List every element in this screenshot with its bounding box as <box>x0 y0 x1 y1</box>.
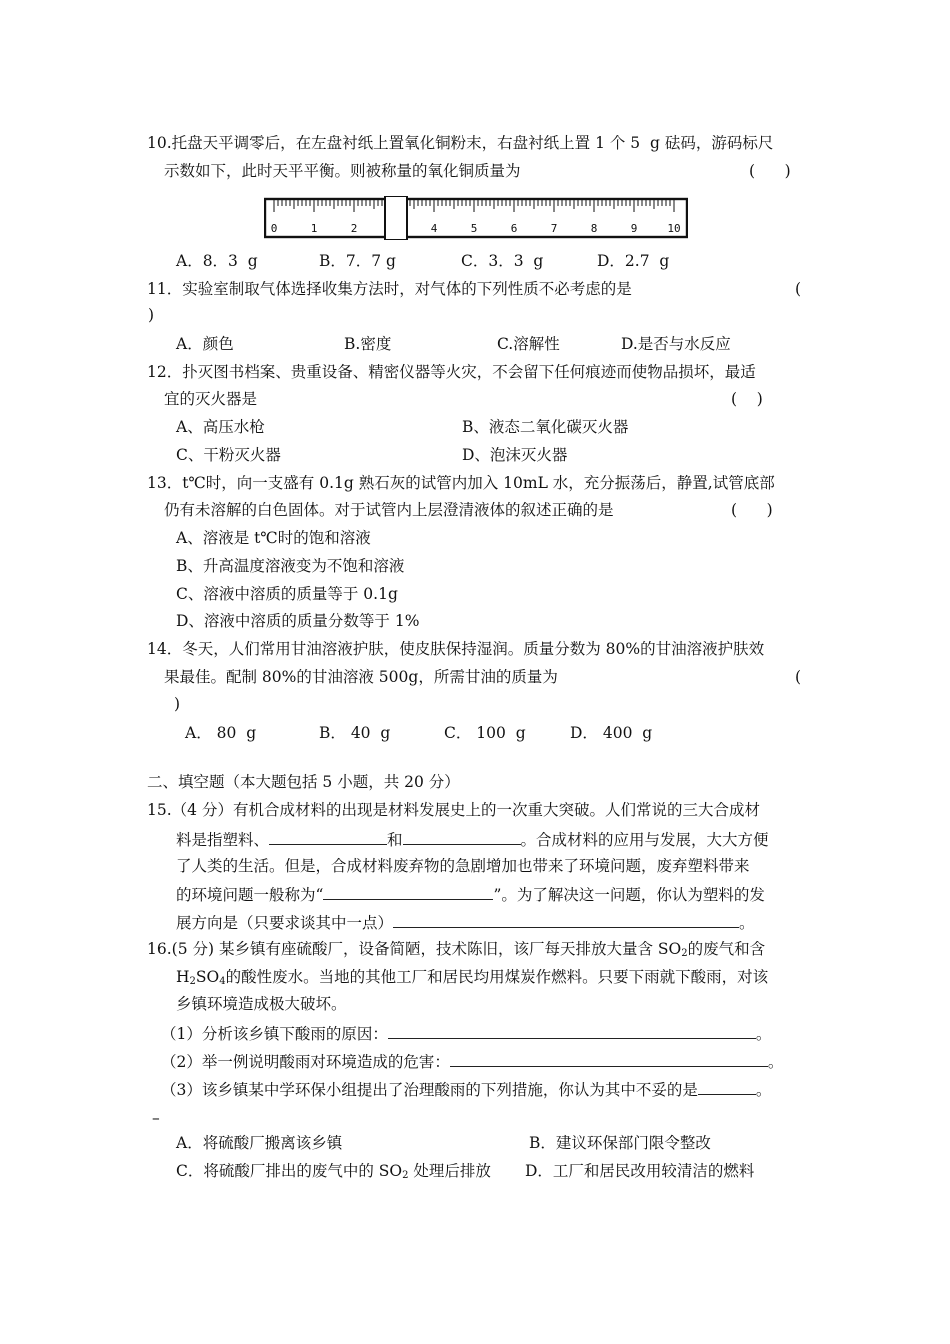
q12-line2: 宜的灭火器是 <box>164 390 258 408</box>
ruler-label: 0 <box>270 222 278 235</box>
q16-sub2: （2）举一例说明酸雨对环境造成的危害： 。 <box>161 1050 783 1072</box>
q14-line1: 14．冬天，人们常用甘油溶液护肤，使皮肤保持湿润。质量分数为 80%的甘油溶液护肤效 <box>147 640 765 658</box>
q11-bracket-open: ( <box>795 280 802 298</box>
ruler-label: 9 <box>630 222 638 235</box>
q12-bracket: ( ) <box>731 390 763 408</box>
q16-sub3: （3）该乡镇某中学环保小组提出了治理酸雨的下列措施，你认为其中不妥的是 。 <box>161 1078 771 1100</box>
q10-bracket: ( ) <box>749 162 791 180</box>
q14-option-a: A． 80 g <box>185 724 257 742</box>
q15-blank-4[interactable] <box>393 911 739 928</box>
q11-option-c: C.溶解性 <box>497 335 560 353</box>
ruler-label: 4 <box>430 222 438 235</box>
q14-option-d: D． 400 g <box>570 724 653 742</box>
ruler-label: 10 <box>667 222 681 235</box>
q11-option-b: B.密度 <box>344 335 392 353</box>
ruler-label: 5 <box>470 222 478 235</box>
q16-dash: – <box>152 1109 160 1127</box>
q12-option-a: A、高压水枪 <box>176 418 265 436</box>
q10-line1: 10.托盘天平调零后，在左盘衬纸上置氧化铜粉末，右盘衬纸上置 1 个 5 g 砝码，游码标尺 <box>147 134 774 152</box>
q16-line3: 乡镇环境造成极大破坏。 <box>176 995 347 1013</box>
q16-blank-3[interactable] <box>698 1078 756 1095</box>
q14-option-c: C． 100 g <box>444 724 526 742</box>
rider-slider <box>385 196 407 240</box>
q13-option-b: B、升高温度溶液变为不饱和溶液 <box>176 557 405 575</box>
ruler-label: 1 <box>310 222 318 235</box>
q16-blank-1[interactable] <box>388 1022 756 1039</box>
q16-option-b: B．建议环保部门限令整改 <box>529 1134 711 1152</box>
q12-line1: 12．扑灭图书档案、贵重设备、精密仪器等火灾，不会留下任何痕迹而使物品损坏，最适 <box>147 363 756 381</box>
q10-option-b: B．7．7 g <box>319 252 396 270</box>
q16-blank-2[interactable] <box>450 1050 768 1067</box>
q10-option-c: C．3．3 g <box>461 252 544 270</box>
q16-option-c: C．将硫酸厂排出的废气中的 $SO_2$ 处理后排放 <box>176 1162 491 1181</box>
q13-option-d: D、溶液中溶质的质量分数等于 1% <box>176 612 420 630</box>
q13-line2: 仍有未溶解的白色固体。对于试管内上层澄清液体的叙述正确的是 <box>164 501 614 519</box>
ruler-label: 2 <box>350 222 358 235</box>
q13-option-c: C、溶液中溶质的质量等于 0.1g <box>176 585 398 603</box>
q16-sub1: （1）分析该乡镇下酸雨的原因： 。 <box>161 1022 771 1044</box>
section-heading: 二、填空题（本大题包括 5 小题，共 20 分） <box>147 773 460 791</box>
q14-option-b: B． 40 g <box>319 724 391 742</box>
q15-blank-1[interactable] <box>269 828 387 845</box>
q16-option-a: A．将硫酸厂搬离该乡镇 <box>176 1134 343 1152</box>
q11-bracket-close: ) <box>148 306 155 324</box>
q10-line2: 示数如下，此时天平平衡。则被称量的氧化铜质量为 <box>164 162 521 180</box>
ruler-label: 6 <box>510 222 518 235</box>
q11-line1: 11．实验室制取气体选择收集方法时，对气体的下列性质不必考虑的是 <box>147 280 632 298</box>
q16-option-d: D．工厂和居民改用较清洁的燃料 <box>525 1162 755 1180</box>
q15-line4: 的环境问题一般称为“ ”。为了解决这一问题，你认为塑料的发 <box>176 883 765 905</box>
q13-bracket: ( ) <box>731 501 773 519</box>
q15-blank-3[interactable] <box>323 883 493 900</box>
q15-line2: 料是指塑料、 和 。合成材料的应用与发展，大大方便 <box>176 828 769 850</box>
q14-bracket-open: ( <box>795 668 802 686</box>
q12-option-b: B、液态二氧化碳灭火器 <box>462 418 629 436</box>
q15-blank-2[interactable] <box>403 828 521 845</box>
q16-line2: $H_2SO_4$的酸性废水。当地的其他工厂和居民均用煤炭作燃料。只要下雨就下酸雨，对该 <box>176 968 769 987</box>
ruler-label: 8 <box>590 222 598 235</box>
q15-line3: 了人类的生活。但是，合成材料废弃物的急剧增加也带来了环境问题，废弃塑料带来 <box>176 857 750 875</box>
q16-line1: 16.(5 分) 某乡镇有座硫酸厂，设备简陋，技术陈旧，该厂每天排放大量含 $SO_2$的废气和含 <box>147 940 766 959</box>
q12-option-d: D、泡沫灭火器 <box>462 446 568 464</box>
q10-option-a: A．8．3 g <box>176 252 258 270</box>
q13-line1: 13．t℃时，向一支盛有 0.1g 熟石灰的试管内加入 10mL 水，充分振荡后，静置,试管底部 <box>147 474 775 492</box>
q11-option-d: D.是否与水反应 <box>621 335 731 353</box>
q14-line2: 果最佳。配制 80%的甘油溶液 500g，所需甘油的质量为 <box>164 668 558 686</box>
q10-option-d: D．2.7 g <box>597 252 670 270</box>
q11-option-a: A．颜色 <box>176 335 234 353</box>
q14-bracket-close: ) <box>174 695 181 713</box>
ruler-label: 7 <box>550 222 558 235</box>
q15-line5: 展方向是（只要求谈其中一点） 。 <box>176 911 755 933</box>
q15-line1: 15.（4 分）有机合成材料的出现是材料发展史上的一次重大突破。人们常说的三大合成材 <box>147 801 760 819</box>
q12-option-c: C、干粉灭火器 <box>176 446 281 464</box>
q13-option-a: A、溶液是 t℃时的饱和溶液 <box>176 529 371 547</box>
rider-scale-ruler <box>264 196 688 240</box>
